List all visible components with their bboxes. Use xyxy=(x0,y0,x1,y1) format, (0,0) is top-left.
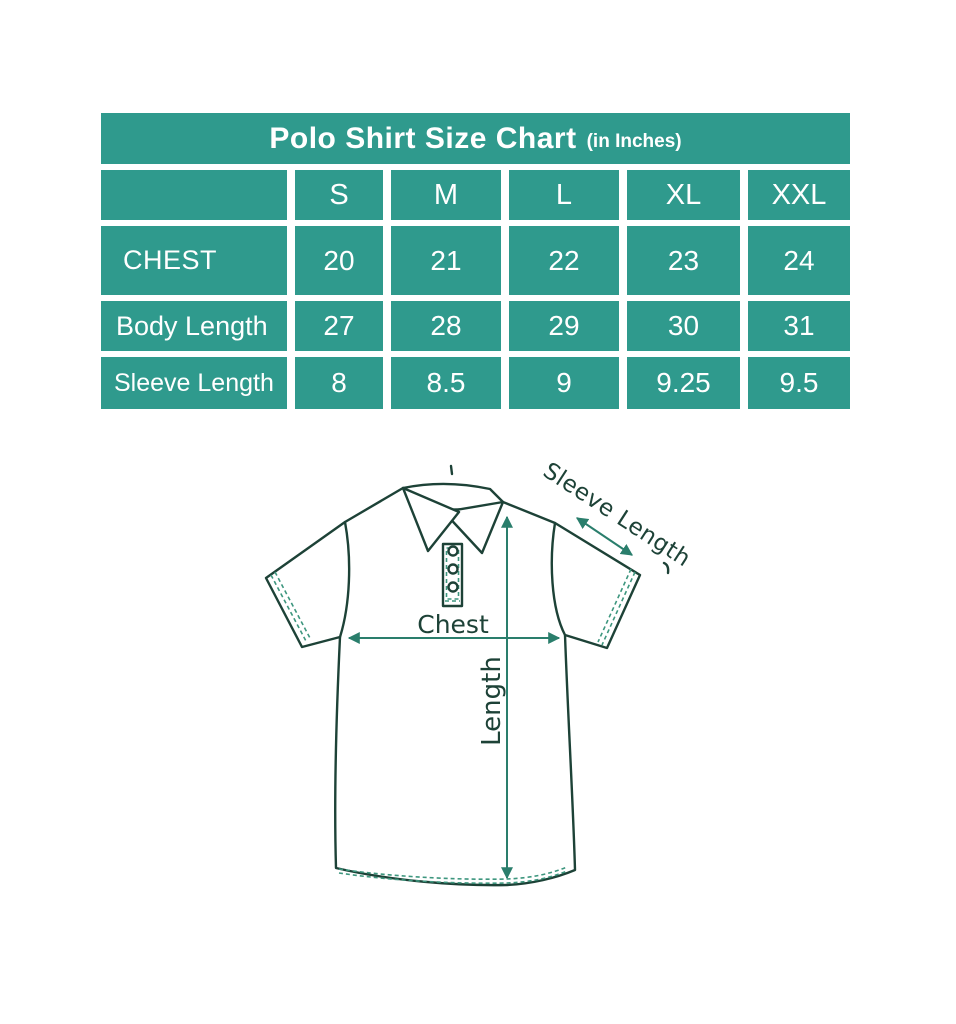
chest-value-s: 20 xyxy=(295,226,383,295)
right-cuff-stitch xyxy=(598,569,635,645)
chest-value-l: 22 xyxy=(509,226,619,295)
chest-dimension-label: Chest xyxy=(417,610,489,639)
left-armhole-seam xyxy=(340,522,349,637)
chest-value-m: 21 xyxy=(391,226,501,295)
length-dimension-label: Length xyxy=(477,656,507,746)
sleeve-length-dimension-label: Sleeve Length xyxy=(538,457,696,573)
body-length-value-m: 28 xyxy=(391,301,501,351)
body-length-value-xl: 30 xyxy=(627,301,740,351)
button-1 xyxy=(449,547,458,556)
button-3 xyxy=(449,583,458,592)
sleeve-length-value-m: 8.5 xyxy=(391,357,501,409)
sleeve-length-value-s: 8 xyxy=(295,357,383,409)
table-title-suffix: (in Inches) xyxy=(586,130,682,152)
column-header-xl: XL xyxy=(627,170,740,220)
sleeve-length-value-l: 9 xyxy=(509,357,619,409)
row-label-body-length: Body Length xyxy=(101,301,287,351)
body-length-value-l: 29 xyxy=(509,301,619,351)
column-header-l: L xyxy=(509,170,619,220)
table-title-text: Polo Shirt Size Chart xyxy=(269,121,577,155)
row-label-sleeve-length: Sleeve Length xyxy=(101,357,287,409)
sleeve-label-tick xyxy=(664,563,668,573)
chest-value-xxl: 24 xyxy=(748,226,850,295)
sleeve-length-value-xxl: 9.5 xyxy=(748,357,850,409)
body-length-value-s: 27 xyxy=(295,301,383,351)
column-header-xxl: XXL xyxy=(748,170,850,220)
right-armhole-seam xyxy=(552,523,565,635)
column-header-s: S xyxy=(295,170,383,220)
chest-value-xl: 23 xyxy=(627,226,740,295)
collar-top-tick xyxy=(451,466,452,474)
body-length-value-xxl: 31 xyxy=(748,301,850,351)
row-label-chest: CHEST xyxy=(101,226,287,295)
button-2 xyxy=(449,565,458,574)
left-cuff-stitch xyxy=(271,572,311,643)
column-header-m: M xyxy=(391,170,501,220)
sleeve-length-value-xl: 9.25 xyxy=(627,357,740,409)
